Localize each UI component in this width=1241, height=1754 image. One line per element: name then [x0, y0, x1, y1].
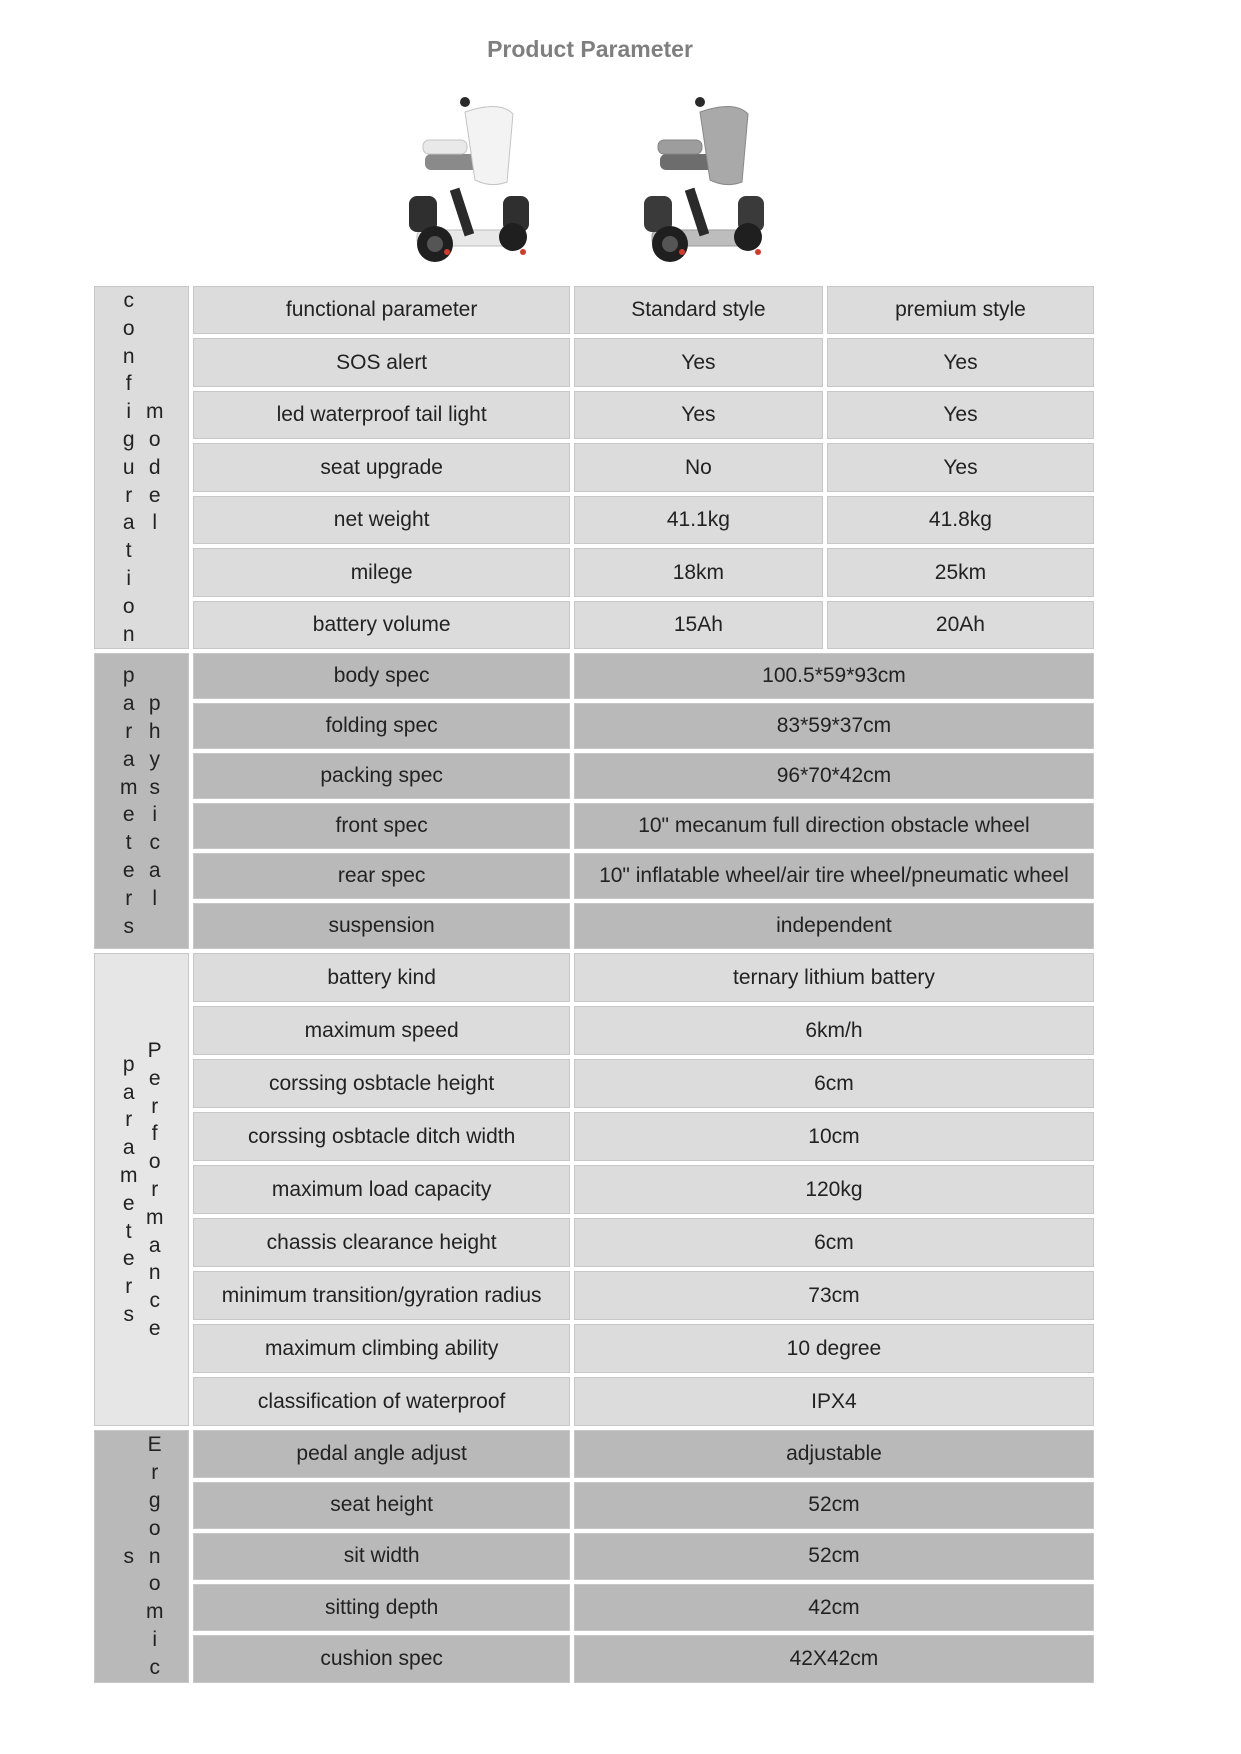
table-row	[94, 391, 1094, 439]
vertical-letter: c	[149, 1289, 160, 1313]
vertical-letter: h	[148, 719, 161, 743]
vertical-label-right	[145, 1431, 165, 1681]
vertical-label-right	[145, 690, 165, 912]
param-cell: maximum climbing ability	[193, 1324, 570, 1373]
vertical-letter: s	[123, 1544, 134, 1568]
vertical-letter: r	[151, 1094, 159, 1118]
standard-value-cell: No	[574, 443, 823, 491]
vertical-letter: y	[149, 747, 160, 771]
table-row	[94, 1482, 1094, 1529]
vertical-letter: n	[122, 344, 135, 368]
vertical-letter: i	[126, 566, 132, 590]
premium-value-cell: 25km	[827, 548, 1094, 596]
param-cell: packing spec	[193, 753, 570, 799]
table-row	[94, 1006, 1094, 1055]
vertical-label-right	[145, 398, 165, 537]
value-cell: 96*70*42cm	[574, 753, 1094, 799]
table-row	[94, 601, 1094, 650]
vertical-label-left	[119, 662, 139, 940]
param-cell: suspension	[193, 903, 570, 949]
vertical-letter: m	[145, 1600, 164, 1624]
param-cell: sit width	[193, 1533, 570, 1580]
value-cell: adjustable	[574, 1430, 1094, 1477]
vertical-letter: a	[122, 1080, 135, 1104]
vertical-letter: r	[125, 886, 133, 910]
vertical-letter: c	[123, 289, 134, 312]
vertical-label-left	[119, 1051, 139, 1329]
vertical-letter: p	[122, 1052, 135, 1076]
param-cell: chassis clearance height	[193, 1218, 570, 1267]
vertical-letter: a	[122, 511, 135, 535]
table-row	[94, 1430, 1094, 1477]
param-cell: net weight	[193, 496, 570, 544]
param-cell: seat height	[193, 1482, 570, 1529]
table-row	[94, 286, 1094, 334]
table-row	[94, 1635, 1094, 1682]
param-cell: corssing osbtacle ditch width	[193, 1112, 570, 1161]
vertical-letter: i	[152, 803, 158, 827]
premium-value-cell: Yes	[827, 391, 1094, 439]
table-row	[94, 338, 1094, 386]
vertical-letter: n	[148, 1544, 161, 1568]
header-standard-style: Standard style	[574, 286, 823, 334]
vertical-letter: e	[148, 1066, 161, 1090]
vertical-letter: d	[148, 455, 161, 479]
param-cell: body spec	[193, 653, 570, 699]
standard-value-cell: 18km	[574, 548, 823, 596]
table-row	[94, 1271, 1094, 1320]
param-cell: minimum transition/gyration radius	[193, 1271, 570, 1320]
standard-value-cell: 41.1kg	[574, 496, 823, 544]
param-cell: maximum load capacity	[193, 1165, 570, 1214]
value-cell: 42cm	[574, 1584, 1094, 1631]
table-row	[94, 753, 1094, 799]
table-row	[94, 953, 1094, 1002]
vertical-letter: o	[148, 1150, 161, 1174]
value-cell: 10cm	[574, 1112, 1094, 1161]
vertical-letter: E	[147, 1433, 162, 1457]
table-row	[94, 1165, 1094, 1214]
value-cell: 42X42cm	[574, 1635, 1094, 1682]
vertical-letter: m	[145, 1205, 164, 1229]
table-row	[94, 1112, 1094, 1161]
value-cell: 6km/h	[574, 1006, 1094, 1055]
table-row	[94, 803, 1094, 849]
premium-style-chair-image	[630, 92, 780, 272]
vertical-letter: l	[152, 886, 158, 910]
section-label-physical-parameters	[94, 653, 189, 949]
standard-value-cell: 15Ah	[574, 601, 823, 650]
vertical-letter: r	[125, 719, 133, 743]
param-cell: pedal angle adjust	[193, 1430, 570, 1477]
vertical-letter: m	[119, 775, 138, 799]
standard-style-chair-image	[395, 92, 545, 272]
vertical-letter: s	[149, 775, 160, 799]
vertical-letter: s	[123, 1303, 134, 1327]
param-cell: maximum speed	[193, 1006, 570, 1055]
vertical-letter: a	[122, 692, 135, 716]
product-parameter-table	[90, 282, 1098, 1687]
vertical-letter: e	[148, 1316, 161, 1340]
param-cell: folding spec	[193, 703, 570, 749]
vertical-letter: i	[126, 400, 132, 424]
value-cell: 6cm	[574, 1218, 1094, 1267]
vertical-label-left	[119, 287, 139, 648]
vertical-letter: a	[148, 858, 161, 882]
table-row	[94, 1218, 1094, 1267]
standard-value-cell: Yes	[574, 391, 823, 439]
vertical-letter: f	[125, 372, 132, 396]
vertical-letter: e	[122, 803, 135, 827]
value-cell: 73cm	[574, 1271, 1094, 1320]
section-label-configuration-model	[94, 286, 189, 649]
param-cell: cushion spec	[193, 1635, 570, 1682]
vertical-letter: g	[122, 427, 135, 451]
vertical-letter: e	[148, 483, 161, 507]
vertical-letter: n	[122, 622, 135, 646]
premium-value-cell: 41.8kg	[827, 496, 1094, 544]
table-row	[94, 1533, 1094, 1580]
vertical-letter: g	[148, 1488, 161, 1512]
param-cell: corssing osbtacle height	[193, 1059, 570, 1108]
vertical-letter: l	[152, 511, 158, 535]
param-cell: sitting depth	[193, 1584, 570, 1631]
param-cell: classification of waterproof	[193, 1377, 570, 1426]
vertical-letter: u	[122, 455, 135, 479]
header-premium-style: premium style	[827, 286, 1094, 334]
value-cell: IPX4	[574, 1377, 1094, 1426]
param-cell: SOS alert	[193, 338, 570, 386]
vertical-letter: e	[122, 1247, 135, 1271]
vertical-letter: m	[119, 1164, 138, 1188]
vertical-letter: c	[149, 831, 160, 855]
value-cell: 10" inflatable wheel/air tire wheel/pneumatic wheel	[574, 853, 1094, 899]
param-cell: battery kind	[193, 953, 570, 1002]
value-cell: independent	[574, 903, 1094, 949]
table-row	[94, 903, 1094, 949]
value-cell: 52cm	[574, 1533, 1094, 1580]
table-row	[94, 703, 1094, 749]
table-row	[94, 1584, 1094, 1631]
vertical-letter: e	[122, 1191, 135, 1215]
standard-value-cell: Yes	[574, 338, 823, 386]
vertical-letter: o	[148, 1572, 161, 1596]
value-cell: 52cm	[574, 1482, 1094, 1529]
vertical-letter: t	[125, 1219, 132, 1243]
vertical-letter: s	[123, 914, 134, 938]
table-row	[94, 496, 1094, 544]
vertical-letter: t	[125, 539, 132, 563]
table-row	[94, 1059, 1094, 1108]
param-cell: front spec	[193, 803, 570, 849]
vertical-label-left	[119, 1543, 139, 1571]
param-cell: rear spec	[193, 853, 570, 899]
section-label-ergonomics	[94, 1430, 189, 1682]
value-cell: 10 degree	[574, 1324, 1094, 1373]
vertical-letter: f	[151, 1122, 158, 1146]
value-cell: 10" mecanum full direction obstacle wheel	[574, 803, 1094, 849]
vertical-letter: r	[125, 1275, 133, 1299]
value-cell: ternary lithium battery	[574, 953, 1094, 1002]
table-row	[94, 1377, 1094, 1426]
vertical-letter: m	[145, 400, 164, 424]
param-cell: seat upgrade	[193, 443, 570, 491]
vertical-letter: r	[151, 1461, 159, 1485]
value-cell: 120kg	[574, 1165, 1094, 1214]
vertical-letter: c	[149, 1655, 160, 1679]
vertical-letter: a	[122, 1136, 135, 1160]
vertical-letter: o	[122, 594, 135, 618]
table-row	[94, 1324, 1094, 1373]
vertical-label-right	[145, 1037, 165, 1343]
vertical-letter: r	[125, 483, 133, 507]
vertical-letter: a	[122, 747, 135, 771]
table-row	[94, 853, 1094, 899]
vertical-letter: p	[122, 664, 135, 688]
vertical-letter: r	[125, 1108, 133, 1132]
value-cell: 6cm	[574, 1059, 1094, 1108]
param-cell: milege	[193, 548, 570, 596]
vertical-letter: o	[148, 1516, 161, 1540]
value-cell: 100.5*59*93cm	[574, 653, 1094, 699]
header-functional-parameter: functional parameter	[193, 286, 570, 334]
premium-value-cell: 20Ah	[827, 601, 1094, 650]
vertical-letter: P	[147, 1038, 162, 1062]
vertical-letter: t	[125, 831, 132, 855]
vertical-letter: a	[148, 1233, 161, 1257]
premium-value-cell: Yes	[827, 338, 1094, 386]
section-label-performance-parameters	[94, 953, 189, 1426]
vertical-letter: i	[152, 1627, 158, 1651]
vertical-letter: o	[148, 427, 161, 451]
vertical-letter: p	[148, 692, 161, 716]
vertical-letter: n	[148, 1261, 161, 1285]
vertical-letter: r	[151, 1177, 159, 1201]
param-cell: battery volume	[193, 601, 570, 650]
vertical-letter: e	[122, 858, 135, 882]
page-title: Product Parameter	[487, 36, 693, 62]
value-cell: 83*59*37cm	[574, 703, 1094, 749]
param-cell: led waterproof tail light	[193, 391, 570, 439]
table-row	[94, 548, 1094, 596]
table-row	[94, 653, 1094, 699]
premium-value-cell: Yes	[827, 443, 1094, 491]
vertical-letter: o	[122, 316, 135, 340]
table-row	[94, 443, 1094, 491]
